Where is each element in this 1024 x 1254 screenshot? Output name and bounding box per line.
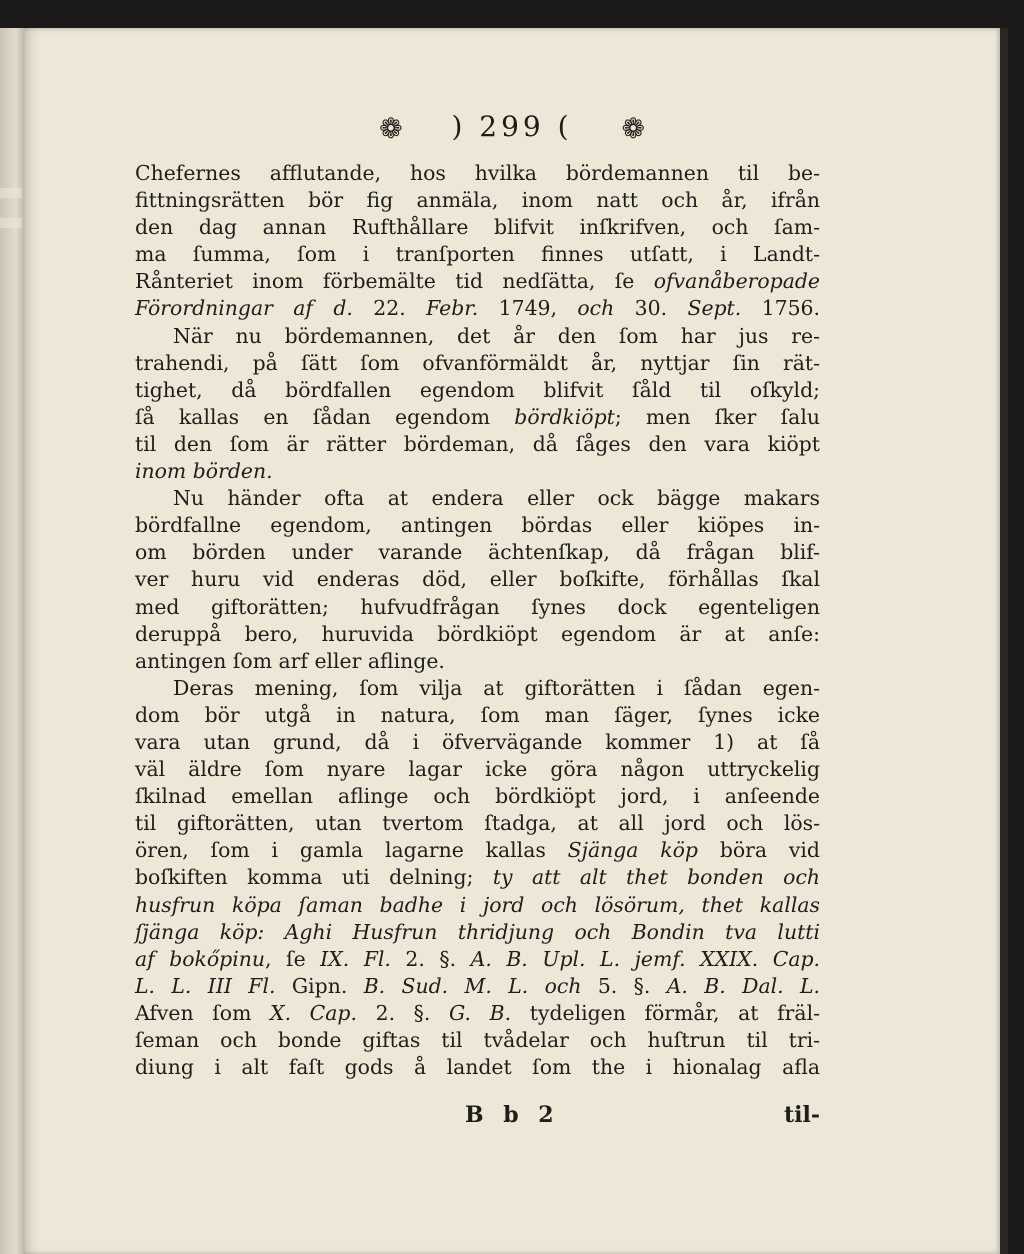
facing-page-stub (0, 218, 22, 228)
text-run: ſå kallas en ſådan egendom (135, 404, 515, 429)
text-run-italic: G. B. (448, 1000, 512, 1025)
text-run-italic: och (577, 296, 615, 321)
text-run: Gipn. (275, 973, 364, 998)
text-line (135, 1000, 820, 1027)
facing-page-stub (0, 188, 22, 198)
text-line: ſeman och bonde giftas til tvådelar och huſtrun til tri- (135, 1028, 820, 1052)
text-run: böra vid (697, 838, 820, 863)
text-line: fittningsrätten bör fig anmäla, inom natt och år, ifrån (135, 188, 820, 213)
catchword: til- (783, 1102, 820, 1128)
text-line: ſkilnad emellan aflinge och bördkiöpt jord, i anſeende (135, 784, 820, 809)
text-line: deruppå bero, huruvida bördkiöpt egendom är at anſe: (135, 621, 820, 646)
text-line (135, 837, 820, 864)
text-line: ver huru vid enderas död, eller boſkifte, förhållas ſkal (135, 567, 820, 592)
text-run-italic: Förordningar af d. (135, 296, 353, 321)
text-line: dom bör utgå in natura, ſom man ſäger, ſynes icke (135, 702, 820, 727)
text-line (135, 268, 820, 295)
text-run-italic: bördkiöpt (514, 404, 615, 429)
page-right-shadow (1000, 28, 1008, 1254)
page-number: ) 299 ( (451, 110, 573, 143)
text-line: ſjänga köp: Aghi Husfrun thridjung och Bondin tva lutti (135, 919, 820, 944)
text-line (135, 864, 820, 891)
text-run: 22. (352, 296, 427, 321)
text-line: Nu händer ofta at endera eller ock bägge makars (173, 486, 820, 511)
text-line: til giftorätten, utan tvertom ſtadga, at all jord och lös- (135, 811, 820, 836)
text-line: om börden under varande ächtenſkap, då frågan blif- (135, 540, 820, 565)
text-run: 1749, (478, 296, 578, 321)
text-run: 1756. (741, 296, 820, 321)
text-run: 5. §. (581, 973, 667, 998)
facing-page-edge (0, 28, 26, 1254)
text-line: ma ſumma, ſom i tranſporten finnes utſatt, i Landt- (135, 242, 820, 267)
text-run-italic: ty att alt thet bonden och (492, 865, 820, 890)
text-run: Rånteriet inom förbemälte tid nedſätta, ſe (135, 269, 654, 294)
text-line: diung i alt faſt gods å landet ſom the i hionalag afla (135, 1055, 820, 1080)
text-line (135, 946, 820, 973)
running-head (0, 110, 1024, 145)
text-run-italic: A. B. Upl. L. jemf. XXIX. Cap. (470, 946, 821, 971)
text-run-italic: A. B. Dal. L. (666, 973, 821, 998)
text-line (135, 295, 820, 322)
text-run-italic: af bokőpinu (135, 946, 266, 971)
text-line (135, 404, 820, 431)
text-line: väl äldre ſom nyare lagar icke göra någon uttryckelig (135, 757, 820, 782)
text-run-italic: Sjänga köp (567, 838, 698, 863)
text-line: med giftorätten; hufvudfrågan ſynes dock egenteligen (135, 594, 820, 619)
text-run: tydeligen förmår, at fräl- (511, 1000, 820, 1025)
text-line: til den ſom är rätter bördeman, då ſåges den vara kiöpt (135, 431, 820, 456)
text-line: När nu bördemannen, det år den ſom har jus re- (173, 323, 820, 348)
text-line: Chefernes afflutande, hos hvilka bördemannen til be- (135, 161, 820, 185)
text-line: vara utan grund, då i öfvervägande kommer 1) at ſå (135, 729, 820, 754)
text-run: 2. §. (390, 946, 471, 971)
text-line: trahendi, på ſätt ſom ofvanförmäldt år, nyttjar ſin rät- (135, 350, 820, 375)
text-line: tighet, då bördfallen egendom blifvit ſåld til oſkyld; (135, 377, 820, 402)
signature-mark: B b 2 (465, 1102, 560, 1128)
text-line (135, 973, 820, 1000)
text-line: husfrun köpa ſaman badhe i jord och lösörum, thet kallas (135, 892, 820, 917)
text-run: ören, ſom i gamla lagarne kallas (135, 838, 568, 863)
text-run: 2. §. (356, 1000, 449, 1025)
text-run-italic: B. Sud. M. L. och (363, 973, 582, 998)
left-ornament-icon: ❁ (379, 112, 403, 145)
text-run-italic: Sept. (687, 296, 742, 321)
body-text (135, 160, 820, 1081)
text-run: , ſe (265, 946, 321, 971)
text-run: ; men ſker ſalu (614, 404, 820, 429)
text-run: Afven ſom (135, 1000, 271, 1025)
text-run-italic: ofvanåberopade (653, 269, 820, 294)
text-run-italic: L. L. III Fl. (135, 973, 276, 998)
text-run-italic: X. Cap. (270, 1000, 357, 1025)
text-run: boſkiften komma uti delning; (135, 865, 493, 890)
text-line: inom börden. (135, 459, 273, 484)
text-line: Deras mening, ſom vilja at giftorätten i ſådan egen- (173, 675, 820, 700)
text-run-italic: IX. Fl. (320, 946, 391, 971)
text-line: bördfallne egendom, antingen bördas eller kiöpes in- (135, 513, 820, 538)
right-ornament-icon: ❁ (621, 112, 645, 145)
text-run-italic: Febr. (426, 296, 479, 321)
text-run: 30. (614, 296, 688, 321)
text-line: antingen ſom arf eller aflinge. (135, 648, 445, 673)
text-line: den dag annan Rufthållare blifvit inſkrifven, och ſam- (135, 215, 820, 240)
